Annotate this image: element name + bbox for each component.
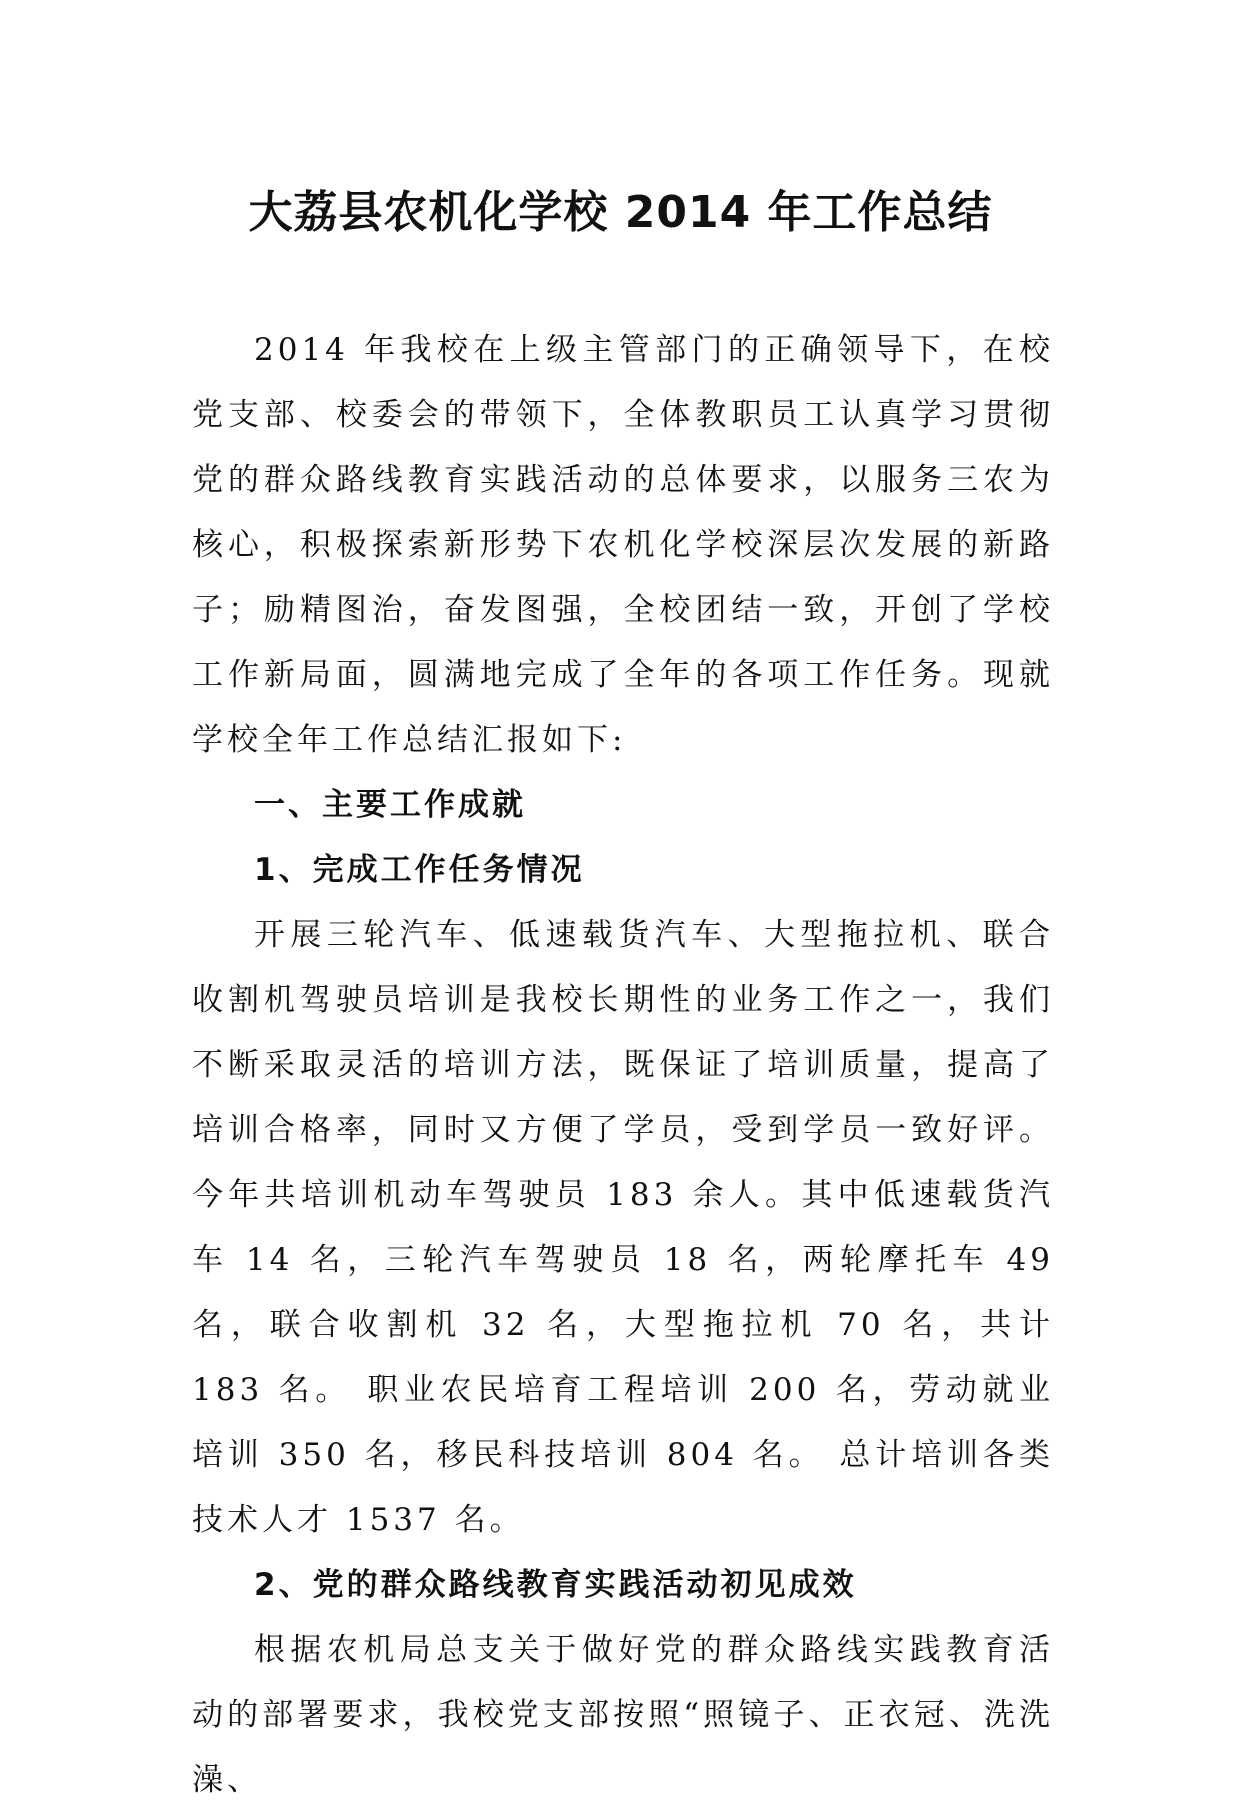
intro-paragraph: 2014 年我校在上级主管部门的正确领导下，在校党支部、校委会的带领下，全体教职员工认真学习贯彻党的群众路线教育实践活动的总体要求，以服务三农为核心，积极探索新形势下农机化学校深层次发展的新路子；励精图治，奋发图强，全校团结一致，开创了学校工作新局面，圆满地完成了全年的各项工作任务。现就学校全年工作总结汇报如下: — [192, 332, 1054, 758]
section-heading-main-achievements: 一、主要工作成就 — [254, 787, 526, 823]
subsection-heading-task-completion: 1、完成工作任务情况 — [254, 852, 585, 888]
mass-line-activity-paragraph: 根据农机局总支关于做好党的群众路线实践教育活动的部署要求，我校党支部按照“照镜子、正衣冠、洗洗澡、 — [192, 1632, 1054, 1798]
document-title: 大荔县农机化学校 2014 年工作总结 — [248, 187, 993, 238]
subsection-heading-mass-line-activity: 2、党的群众路线教育实践活动初见成效 — [254, 1567, 857, 1603]
document-body — [192, 318, 1054, 1813]
task-completion-paragraph: 开展三轮汽车、低速载货汽车、大型拖拉机、联合收割机驾驶员培训是我校长期性的业务工作之一，我们不断采取灵活的培训方法，既保证了培训质量，提高了培训合格率，同时又方便了学员，受到学员一致好评。今年共培训机动车驾驶员 183 余人。其中低速载货汽车 14 名，三轮汽车驾驶员 18 名，两轮摩托车 49 名，联合收割机 32 名，大型拖拉机 70 名，共计 183 名。 职业农民培育工程培训 200 名，劳动就业培训 350 名，移民科技培训 804 名。 总计培训各类技术人才 1537 名。 — [192, 917, 1054, 1538]
